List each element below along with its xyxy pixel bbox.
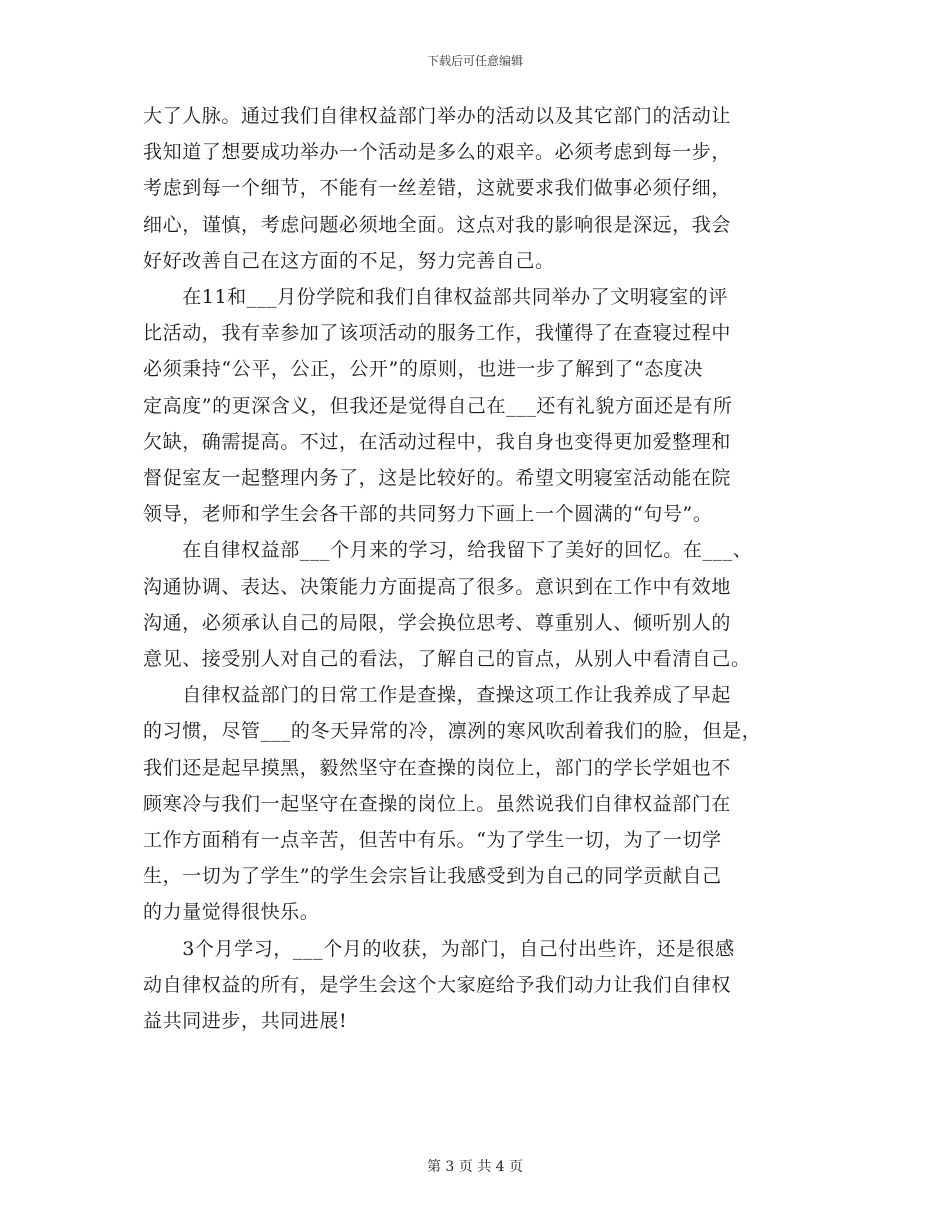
text-line: 督促室友一起整理内务了，这是比较好的。希望文明寝室活动能在院 [143,467,732,490]
text-line: 比活动，我有幸参加了该项活动的服务工作，我懂得了在查寝过程中 [143,322,732,345]
text-line: 好好改善自己在这方面的不足，努力完善自己。 [143,249,555,272]
text-line: 细心，谨慎，考虑问题必须地全面。这点对我的影响很是深远，我会 [143,213,732,236]
text-line: 考虑到每一个细节，不能有一丝差错，这就要求我们做事必须仔细， [143,177,732,200]
text-line: 必须秉持“公平，公正，公开”的原则，也进一步了解到了“态度决 [143,358,704,381]
page-header: 下载后可任意编辑 [426,54,523,68]
text-line: 自律权益部门的日常工作是查操，查操这项工作让我养成了早起 [143,684,732,707]
text-line: 在自律权益部___个月来的学习，给我留下了美好的回忆。在___、 [143,539,753,562]
text-line: 沟通协调、表达、决策能力方面提高了很多。意识到在工作中有效地 [143,575,732,598]
text-line: 我知道了想要成功举办一个活动是多么的艰辛。必须考虑到每一步， [143,141,732,164]
text-line: 的习惯，尽管___的冬天异常的冷，凛冽的寒风吹刮着我们的脸，但是， [143,720,762,743]
text-line: 欠缺，确需提高。不过，在活动过程中，我自身也变得更加爱整理和 [143,430,732,453]
text-line: 动自律权益的所有，是学生会这个大家庭给予我们动力让我们自律权 [143,973,732,996]
text-line: 益共同进步，共同进展! [143,1010,348,1033]
text-line: 在11和___月份学院和我们自律权益部共同举办了文明寝室的评 [143,286,728,309]
text-line: 工作方面稍有一点辛苦，但苦中有乐。“为了学生一切，为了一切学 [143,829,722,852]
document-body [143,98,815,1039]
text-line: 领导，老师和学生会各干部的共同努力下画上一个圆满的“句号”。 [143,503,713,526]
text-line: 的力量觉得很快乐。 [143,901,320,924]
text-line: 大了人脉。通过我们自律权益部门举办的活动以及其它部门的活动让 [143,105,732,127]
text-line: 顾寒冷与我们一起坚守在查操的岗位上。虽然说我们自律权益部门在 [143,792,732,815]
text-line: 沟通，必须承认自己的局限，学会换位思考、尊重别人、倾听别人的 [143,611,732,634]
text-line: 我们还是起早摸黑，毅然坚守在查操的岗位上，部门的学长学姐也不 [143,756,732,779]
text-line: 定高度”的更深含义，但我还是觉得自己在___还有礼貌方面还是有所 [143,394,733,417]
text-line: 3个月学习，___个月的收获，为部门，自己付出些许，还是很感 [143,937,735,960]
text-line: 意见、接受别人对自己的看法，了解自己的盲点，从别人中看清自己。 [143,648,751,671]
page-footer: 第 3 页 共 4 页 [426,1159,524,1175]
text-line: 生，一切为了学生”的学生会宗旨让我感受到为自己的同学贡献自己 [143,865,722,888]
